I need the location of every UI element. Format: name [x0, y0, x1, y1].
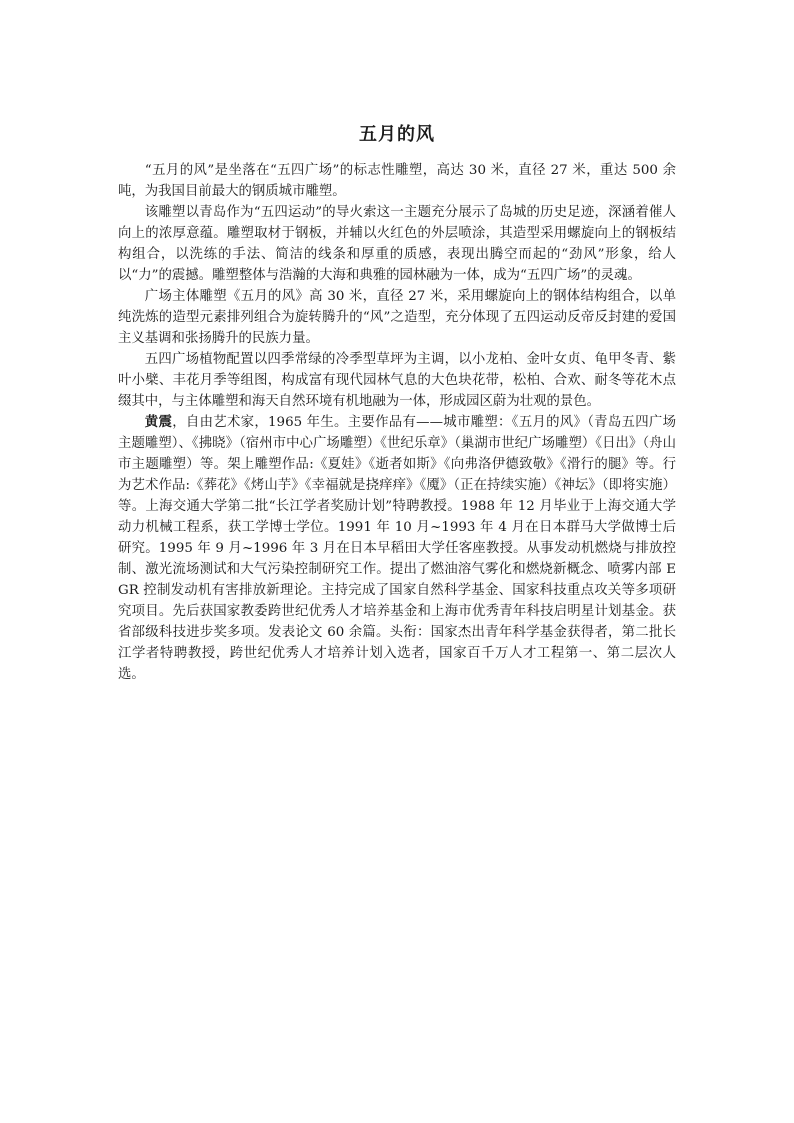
paragraph-1: “五月的风”是坐落在“五四广场”的标志性雕塑，高达 30 米，直径 27 米，重达 500 余吨，为我国目前最大的钢质城市雕塑。	[118, 163, 676, 199]
document-title: 五月的风	[359, 124, 435, 145]
bio-text: ，自由艺术家，1965 年生。主要作品有——城市雕塑：《五月的风》（青岛五四广场主题雕塑）、《拂晓》（宿州市中心广场雕塑）《世纪乐章》（巢湖市世纪广场雕塑）《日出》（舟山市主题雕塑）等。架上雕塑作品:《夏娃》《逝者如斯》《向弗洛伊德致敬》《滑行的腿》等。行为艺术作品:《葬花》《烤山芋》《幸福就是挠痒痒》《魇》（正在持续实施）《神坛》（即将实施）等。上海交通大学第二批“长江学者奖励计划”特聘教授。1988 年 12 月毕业于上海交通大学动力机械工程系，获工学博士学位。1991 年 10 月~1993 年 4 月在日本群马大学做博士后研究。1995 年 9 月~1996 年 3 月在日本早稻田大学任客座教授。从事发动机燃烧与排放控制、激光流场测试和大气污染控制研究工作。提出了燃油溶气雾化和燃烧新概念、喷雾内部 EGR 控制发动机有害排放新理论。主持完成了国家自然科学基金、国家科技重点攻关等多项研究项目。先后获国家教委跨世纪优秀人才培养基金和上海市优秀青年科技启明星计划基金。获省部级科技进步奖多项。发表论文 60 余篇。头衔：国家杰出青年科学基金获得者，第二批长江学者特聘教授，跨世纪优秀人才培养计划入选者，国家百千万人才工程第一、第二层次人选。	[118, 415, 677, 682]
paragraph-3: 广场主体雕塑《五月的风》高 30 米，直径 27 米，采用螺旋向上的钢体结构组合，以单纯洗炼的造型元素排列组合为旋转腾升的“风”之造型，充分体现了五四运动反帝反封建的爱国主义基调和张扬腾升的民族力量。	[118, 289, 676, 346]
bio-paragraph	[118, 412, 676, 685]
document-page	[118, 118, 676, 685]
paragraph-2: 该雕塑以青岛作为“五四运动”的导火索这一主题充分展示了岛城的历史足迹，深涵着催人向上的浓厚意蕴。雕塑取材于钢板，并辅以火红色的外层喷涂，其造型采用螺旋向上的钢板结构组合，以洗练的手法、简洁的线条和厚重的质感，表现出腾空而起的“劲风”形象，给人以“力”的震撼。雕塑整体与浩瀚的大海和典雅的园林融为一体，成为“五四广场”的灵魂。	[118, 205, 676, 283]
bio-name: 黄震	[144, 414, 173, 430]
paragraph-4: 五四广场植物配置以四季常绿的冷季型草坪为主调，以小龙柏、金叶女贞、龟甲冬青、紫叶小檗、丰花月季等组图，构成富有现代园林气息的大色块花带，松柏、合欢、耐冬等花木点缀其中，与主体雕塑和海天自然环境有机地融为一体，形成园区蔚为壮观的景色。	[118, 352, 676, 409]
